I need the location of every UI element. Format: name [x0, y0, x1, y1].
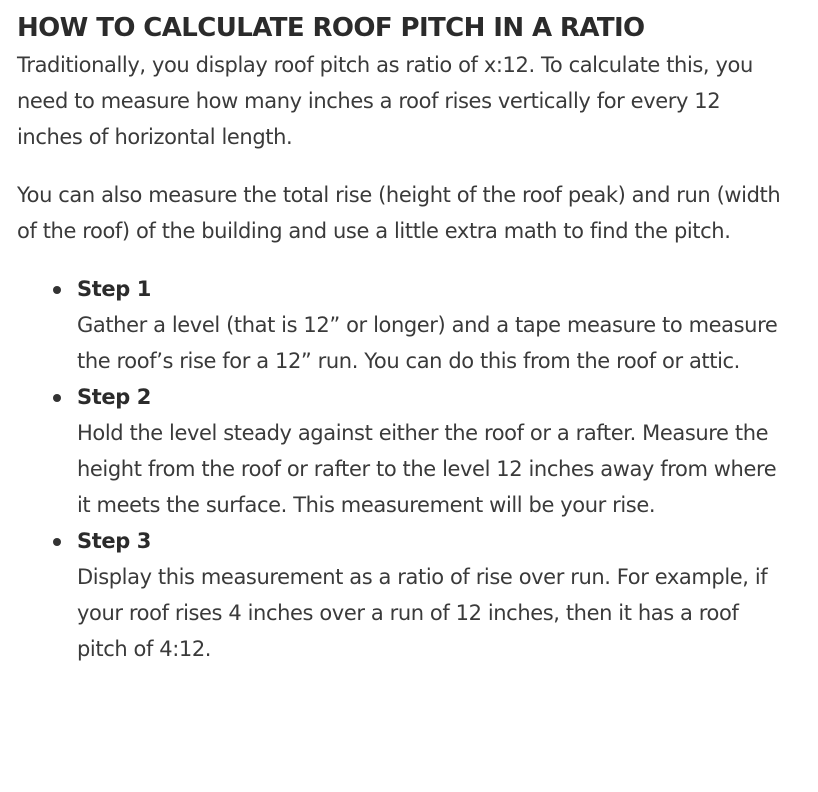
list-item-step-1 — [77, 271, 790, 379]
step-description: Gather a level (that is 12” or longer) and a tape measure to measure the roof’s rise for a 12” run. You can do this from the roof or attic. — [77, 313, 778, 373]
bullet-icon — [53, 538, 61, 546]
step-title: Step 2 — [77, 385, 151, 409]
intro-paragraph: Traditionally, you display roof pitch as ratio of x:12. To calculate this, you need to measure how many inches a roof rises vertically for every 12 inches of horizontal length. — [17, 53, 753, 149]
steps-list — [17, 271, 790, 667]
bullet-icon — [53, 394, 61, 402]
secondary-paragraph: You can also measure the total rise (height of the roof peak) and run (width of the roof) of the building and use a little extra math to find the pitch. — [17, 183, 781, 243]
step-title: Step 3 — [77, 529, 151, 553]
bullet-icon — [53, 286, 61, 294]
step-title: Step 1 — [77, 277, 151, 301]
list-item-step-3 — [77, 523, 790, 667]
step-description: Display this measurement as a ratio of rise over run. For example, if your roof rises 4 inches over a run of 12 inches, then it has a roof pitch of 4:12. — [77, 565, 768, 661]
list-item-step-2 — [77, 379, 790, 523]
step-description: Hold the level steady against either the roof or a rafter. Measure the height from the roof or rafter to the level 12 inches away from where it meets the surface. This measurement will be your rise. — [77, 421, 777, 517]
section-heading: HOW TO CALCULATE ROOF PITCH IN A RATIO — [17, 13, 645, 43]
